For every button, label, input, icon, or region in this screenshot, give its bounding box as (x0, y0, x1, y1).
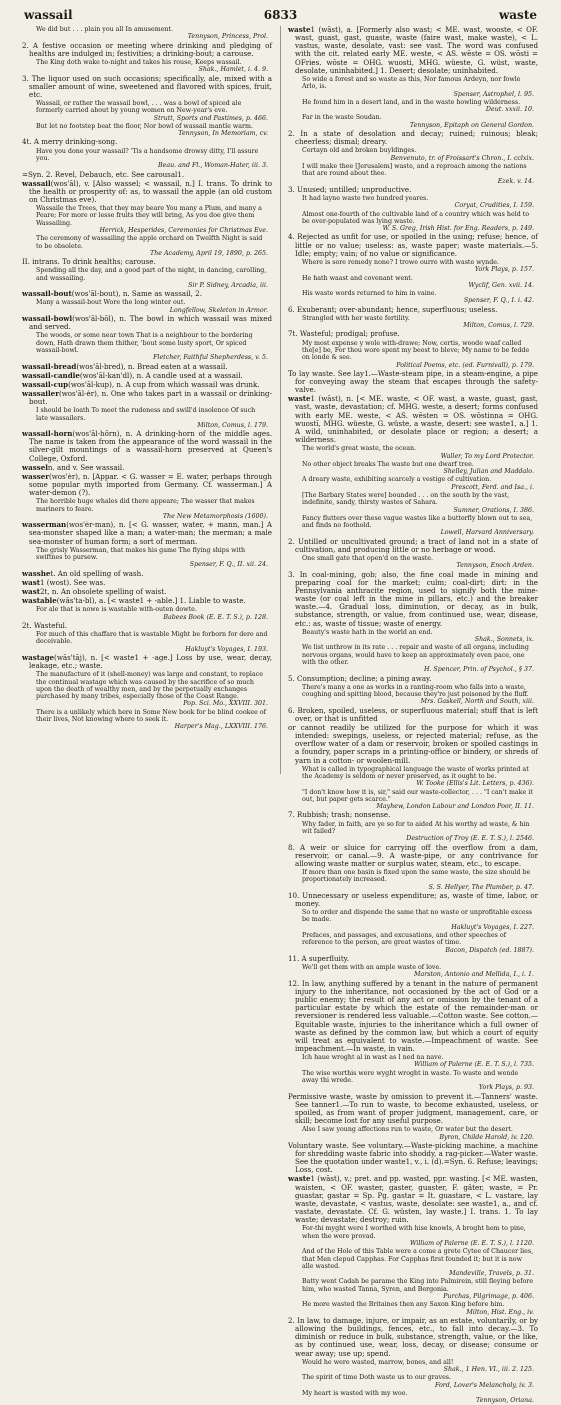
citation-quote (288, 1359, 538, 1374)
quote-text: Wassail, or rather the wassail bowl, . . . was a bowl of spiced ale formerly carried about by young women on New-year's eve. (36, 99, 242, 115)
dictionary-entry (22, 75, 272, 99)
quote-text: There's many a one as works in a ranting-room who falls into a waste, coughing and spitting blood, because they're just poisoned by the fluff. (302, 683, 529, 698)
quote-text: And of the Hole of this Table were a come a grete Cytee of Chaucer lies, that Men clepud Capphas. For Capphas first founded it; but it is now alle wasted. (302, 1248, 534, 1270)
quote-source: Tennyson, Oriana. (476, 1397, 534, 1405)
citation-quote (22, 631, 272, 653)
quote-text: The grisly Wasserman, that makes his game The flying ships with swiftnes to pursew. (36, 546, 246, 562)
quote-source: Herrick, Hesperides, Ceremonies for Christmas Eve. (99, 227, 268, 235)
dictionary-entry (288, 707, 538, 723)
entry-definition: 1 (wost). See was. (39, 577, 106, 587)
entry-headword: waste (288, 1174, 311, 1184)
entry-definition: (wās'ta-bl), a. [< waste1 + -able.] 1. Liable to waste. (56, 596, 246, 606)
citation-quote (288, 1278, 538, 1300)
quote-source: William of Palerne (E. E. T. S.), l. 735. (413, 1061, 534, 1069)
quote-source: Hakluyt's Voyages, I. 227. (451, 923, 534, 931)
quote-source: Harper's Mag., LXXVIII. 176. (174, 723, 268, 731)
quote-source: Purchas, Pilgrimage, p. 406. (443, 1293, 534, 1301)
quote-text: "I don't know how it is, sir," said our waste-collector, . . . "I can't make it out, but paper gets scarce." (302, 788, 533, 803)
citation-quote (288, 445, 538, 460)
quote-source: S. S. Hellyer, The Plumber, p. 47. (428, 883, 534, 891)
entry-definition: 2. In law, to damage, injure, or impair, as an estate, voluntarily, or by allowing the buildings, fences, etc., to fall into decay.—3. To diminish or reduce in bulk, substance, strength, value, or the like, as by continued use, wear, loss, decay, or disease; consume or wear away; use up; spend. (288, 1315, 538, 1358)
quote-source: Bacon, Dispatch (ed. 1887). (445, 946, 534, 954)
quote-source: Spenser, F. Q., I. i. 42. (463, 297, 534, 305)
quote-source: Coryat, Crudities, I. 159. (454, 202, 534, 210)
citation-quote (288, 211, 538, 233)
entry-headword: wassail-bout (22, 289, 72, 299)
entry-headword: wassail-horn (22, 429, 73, 439)
quote-source: Beau. and Fl., Woman-Hater, iii. 3. (157, 162, 268, 170)
quote-text: Far in the waste Soudan. (302, 114, 382, 122)
quote-text: Beauty's waste hath in the world an end. (302, 628, 433, 636)
dictionary-entry (288, 724, 538, 765)
quote-text: [The Barbary States were] bounded . . . on the south by the vast, indefinite, sandy, thirsty wastes of Sahara. (302, 491, 510, 507)
dictionary-entry (22, 42, 272, 58)
dictionary-entry (22, 654, 272, 670)
quote-source: Byron, Childe Harold, iv. 120. (439, 1133, 534, 1141)
citation-quote (288, 492, 538, 514)
citation-quote (22, 547, 272, 569)
entry-headword: wasser (22, 471, 49, 481)
quote-text: Strangled with her waste fertility. (302, 314, 410, 322)
quote-source: H. Spencer, Prin. of Psychol., § 37. (423, 666, 534, 674)
citation-quote (288, 163, 538, 185)
quote-source: Shak., Hamlet, i. 4. 9. (198, 66, 268, 74)
dictionary-entry (288, 844, 538, 868)
quote-text: What is called in typographical language the waste of works printed at the Academy is seldom or never preserved, as it ought to be. (302, 765, 529, 780)
quote-source: Strutt, Sports and Pastimes, p. 466. (153, 114, 268, 122)
entry-definition: 3. The liquor used on such occasions; specifically, ale, mixed with a smaller amount of wine, sweetened and flavored with spices, fruit, etc. (22, 73, 272, 99)
dictionary-entry (288, 186, 538, 194)
dictionary-entry (22, 464, 272, 472)
entry-headword: waste (288, 394, 311, 404)
quote-text: Would he were wasted, marrow, bones, and all! (302, 1358, 454, 1366)
quote-text: He more wasted the Britaines then any Saxon King before him. (302, 1301, 505, 1309)
entry-definition: 2t, n. An obsolete spelling of waist. (39, 586, 167, 596)
dictionary-entry (22, 290, 272, 298)
dictionary-entry (22, 372, 272, 380)
entry-headword: wassel (22, 462, 48, 472)
quote-text: Fancy flutters over these vague wastes like a butterfly blown out to sea, and finds no foothold. (302, 514, 533, 530)
quote-text: I should be loath To meet the rudeness and swill'd insolence Of such late wassailers. (36, 407, 256, 422)
dictionary-entry (288, 370, 538, 394)
quote-source: Shak., 1 Hen. VI., iii. 2. 125. (443, 1366, 534, 1374)
quote-text: His waste words returned to him in vaine. (302, 290, 437, 298)
entry-definition: 6. Broken, spoiled, useless, or superfluous material; stuff that is left over, or that is unfitted (288, 705, 538, 723)
quote-text: Prefaces, and passages, and excusations, and other speeches of reference to the person, are great wastes of time. (302, 932, 507, 947)
dictionary-entry (22, 180, 272, 204)
citation-quote (288, 789, 538, 811)
dictionary-entry (288, 395, 538, 444)
quote-text: He found him in a desert land, and in the waste howling wilderness. (302, 98, 521, 106)
dictionary-entry (22, 622, 272, 630)
citation-quote (288, 340, 538, 369)
entry-definition: (wos'āl-kup), n. A cup from which wassail was drunk. (68, 379, 260, 389)
quote-text: Ich haue wroght al in wast as I ned na nave. (302, 1054, 444, 1062)
dictionary-entry (288, 811, 538, 819)
quote-source: Spenser, Astrophel, l. 95. (453, 90, 534, 98)
entry-definition: 3. Unused; untilled; unproductive. (288, 184, 412, 194)
quote-source: Shelley, Julian and Maddalo. (443, 468, 534, 476)
quote-source: Babees Book (E. E. T. S.), p. 128. (163, 613, 268, 621)
citation-quote (288, 515, 538, 537)
guide-word-right: waste (498, 8, 537, 22)
citation-quote (288, 1070, 538, 1092)
dictionary-entry (288, 955, 538, 963)
entry-definition: (wos'āl-ėr), n. One who takes part in a wassail or drinking-bout. (29, 388, 272, 407)
quote-text: The wise worthis were wyght wroght in waste. To waste and wende away thi wrede. (302, 1069, 519, 1085)
citation-quote (288, 461, 538, 476)
citation-quote (22, 709, 272, 731)
dictionary-entry (22, 258, 272, 266)
citation-quote (22, 606, 272, 621)
quote-text: But let no footstep beat the floor, Nor bowl of wassail mantle warm. (36, 122, 253, 130)
entry-headword: wassail (22, 178, 51, 188)
quote-text: Have you done your wassail? 'Tis a handsome drowsy ditty, I'll assure you. (36, 147, 259, 162)
quote-text: There is a unlikely which here in Some New book for be blind cookee of their lives, Not knowing where to seek it. (36, 708, 267, 724)
quote-text: My most expense y wole with-drawe; Now, certis, woode waaf called the[e] be, For thou wore spent my beest to bleve; My name to be fedde on londe & see. (302, 339, 530, 362)
quote-text: Why fader, in faith, are ye so for to aided At his worthy ad waste, & hin wit failed? (302, 820, 530, 835)
quote-source: Shak., Sonnets, ix. (474, 636, 534, 644)
citation-quote (288, 147, 538, 162)
entry-definition: =Syn. 2. Revel, Debauch, etc. See carousal1. (22, 169, 185, 179)
quote-source: Sumner, Orations, I. 386. (453, 506, 534, 514)
quote-text: The King doth wake to-night and takes his rouse, Keeps wassail. (36, 58, 242, 66)
entry-definition: Voluntary waste. See voluntary.—Waste-picking machine, a machine for shredding waste fabric into shoddy, a rag-picker.—Water waste. See the quotation under waste1, v., i. (d).=Syn. 6. Refuse; leavings; Loss, cost. (288, 1140, 538, 1175)
quote-source: Pop. Sci. Mo., XXVIII. 301. (183, 700, 268, 708)
citation-quote (288, 76, 538, 98)
quote-text: If more than one basin is fixed upon the same waste, the size should be proportionately increased. (302, 868, 531, 884)
quote-source: W. Tooke (Ellis's Lit. Letters, p. 436). (416, 780, 534, 788)
entry-definition: 12. In law, anything suffered by a tenant in the nature of permanent injury to the inheritance, not occasioned by the act of God or a public enemy; the result of any act or omission by the tenant of a particular estate by which the estate of the remainder-man or reversioner is rendered less valuable.—Cotton waste. See cotton.—Equitable waste, injuries to the inheritance which a full owner of waste as defined by the common law, but which a court of equity will treat as equivalent to waste.—Impeachment of waste. See impeachment.—In waste, in vain. (288, 978, 538, 1053)
entry-definition: (wos'āl-kan'dl), n. A candle used at a wassail. (79, 370, 243, 380)
right-column (288, 25, 538, 1405)
entry-definition: II. intrans. To drink healths; carouse. (22, 257, 156, 267)
quote-source: Hakluyt's Voyages, I. 193. (185, 645, 268, 653)
quote-source: Mrs. Gaskell, North and South, xiii. (420, 698, 534, 706)
entry-headword: wastable (22, 596, 57, 606)
entry-headword: wast (22, 577, 40, 587)
entry-definition: 11. A superfluity. (288, 953, 349, 963)
citation-quote (22, 26, 272, 41)
quote-source: Wyclif, Gen. xvii. 14. (468, 281, 534, 289)
quote-source: The Academy, April 19, 1890, p. 265. (150, 249, 268, 257)
quote-text: We list unthrow in its rate . . . repair and waste of all organs, including nervous organs, would have to keep an approximately even pace, one with the other. (302, 644, 529, 666)
quote-source: Benvenuto, tr. of Froissart's Chron., I. cclxix. (390, 154, 534, 162)
quote-text: For ale that is nowe is wastable with-outen dowte. (36, 606, 197, 614)
quote-text: A dreary waste, exhibiting scarcely a vestige of cultivation. (302, 476, 492, 484)
entry-definition: (wos'āl), v. [Also wassel; < wassail, n.] I. trans. To drink to the health or prosperity of: as, to wassail the apple (an old custom on Christmas eve). (29, 178, 272, 204)
quote-text: Certayn old and broken buyldinges. (302, 147, 417, 155)
citation-quote (288, 290, 538, 305)
quote-text: For-thi myght were I worthed with hise knowls, A broght hem to pine, when the were provad. (302, 1225, 526, 1240)
entry-definition: 2. Untilled or uncultivated ground; a tract of land not in a state of cultivation, and producing little or no herbage or wood. (288, 536, 538, 554)
citation-quote (22, 671, 272, 707)
entry-headword: wast (22, 586, 40, 596)
entry-headword: waste (288, 25, 311, 34)
entry-headword: wasserman (22, 520, 67, 530)
citation-quote (22, 498, 272, 520)
citation-quote (288, 476, 538, 491)
citation-quote (22, 59, 272, 74)
quote-source: Spenser, F. Q., II. xii. 24. (189, 561, 268, 569)
citation-quote (288, 99, 538, 114)
running-head (24, 8, 537, 24)
entry-definition: 7t. Wasteful; prodigal; profuse. (288, 329, 400, 339)
citation-quote (22, 407, 272, 429)
quote-source: Tennyson, Enoch Arden. (456, 562, 534, 570)
citation-quote (22, 123, 272, 138)
dictionary-entry (288, 1142, 538, 1175)
citation-quote (288, 1126, 538, 1141)
quote-text: The ceremony of wassailing the apple orchard on Twelfth Night is said to be obsolete. (36, 235, 263, 250)
dictionary-entry (288, 233, 538, 257)
quote-text: Where is sore remedy none? I trowe ourre with waste wynde. (302, 258, 499, 266)
entry-definition: 1 (wāst), n. [< ME. waste, < OF. wast, a waste, guast, gast, vast, waste, devastation; cf. MHG. weste, a desert; forms confused with early ME. weste, < AS. wēsten = OS. wōstinna = OHG. wuostī, MHG. wüeste, G. wüste, a waste, desert: see waste1, a.] 1. A wild, uninhabited, or desolate place or region; a desert; a wilderness. (295, 394, 538, 445)
entry-definition: 10. Unnecessary or useless expenditure; as, waste of time, labor, or money. (288, 890, 538, 909)
quote-text: Also I saw young affections run to waste, Or water but the desert. (302, 1126, 513, 1134)
entry-definition: 5. Consumption; decline; a pining away. (288, 673, 432, 683)
quote-text: We did but . . . plain you all In amusement. (36, 26, 174, 33)
dictionary-entry (288, 1175, 538, 1224)
entry-definition: (wos'āl-bōl), n. The bowl in which wassail was mixed and served. (29, 314, 272, 332)
quote-source: Marston, Antonio and Mellida, I., i. 1. (414, 971, 534, 979)
citation-quote (22, 205, 272, 234)
quote-source: York Plays, p. 157. (474, 266, 534, 274)
quote-source: Political Poems, etc. (ed. Furnivall), p. 179. (396, 361, 534, 369)
left-column (22, 26, 272, 778)
quote-source: Milton, Comus, l. 179. (197, 421, 268, 429)
quote-source: Sir P. Sidney, Arcadia, iii. (188, 281, 268, 289)
citation-quote (288, 315, 538, 330)
quote-text: Almost one-fourth of the cultivable land of a country which was held to be over-populated was lying waste. (302, 210, 530, 225)
quote-text: Batty went Cadah be parame the King into Palmirein, still fleying before him, who wasted Tanna, Syren, and Bergonia. (302, 1278, 534, 1293)
dictionary-entry (22, 473, 272, 497)
dictionary-entry (22, 315, 272, 331)
entry-headword: wassail-cup (22, 379, 69, 389)
quote-source: Mayhew, London Labour and London Poor, II. 11. (376, 803, 534, 811)
citation-quote (288, 259, 538, 274)
entry-headword: wassail-candle (22, 370, 80, 380)
citation-quote (288, 114, 538, 129)
quote-source: Destruction of Troy (E. E. T. S.), l. 2546. (406, 835, 534, 843)
entry-definition: 2. In a state of desolation and decay; ruined; ruinous; bleak; cheerless; dismal; dreary. (288, 129, 538, 147)
dictionary-entry (288, 1093, 538, 1126)
entry-definition: Permissive waste, waste by omission to prevent it.—Tanners' waste. See tanner1.—To run to waste, to become exhausted, useless, or spoiled, as from want of proper judgment, management, care, or skill; become lost for any useful purpose. (288, 1091, 538, 1126)
quote-text: I will make thee [Jerusalem] waste, and a reproach among the nations that are round about thee. (302, 162, 527, 178)
entry-definition: or cannot readily be utilized for the purpose for which it was intended: swepings, useless, or rejected material; refuse, as the overflow water of a dam or reservoir, broken or spoiled castings in a foundry, paper scraps in a printing-office or bindery, or shreds of yarn in a cotton- or woolen-mill. (288, 722, 538, 765)
citation-quote (288, 821, 538, 843)
citation-quote (288, 195, 538, 210)
quote-text: Wassaile the Trees, that they may beare You many a Plum, and many a Peare; For more or lesse fruits they will bring, As you doe give them Wassailing. (36, 205, 262, 227)
entry-definition: 1 (wāst), a. [Formerly also wast; < ME. wast, wooste, < OF. wast, guast, gast, guaste, waste (faire wast, make waste), < L. vastus, waste, desolate, vast: see vast. The word was confused with the cit. related early ME. weste, < AS. wēste = OS. wōsti = OFries. wōste = OHG. wuosti, MHG. wüeste, G. wüst, waste, desolate, uninhabited.] 1. Desert; desolate; uninhabited. (295, 25, 538, 75)
dictionary-entry (288, 892, 538, 908)
quote-source: Waller, To my Lord Protector. (440, 452, 534, 460)
quote-text: The woods, or some near town That is a neighbour to the bordering down, Hath drawn them thither, 'bout some lusty sport, Or spiced wassail-bowl. (36, 332, 253, 354)
citation-quote (22, 100, 272, 122)
citation-quote (288, 932, 538, 954)
quote-text: Spending all the day, and a good part of the night, in dancing, carolling, and wassailing. (36, 267, 267, 282)
citation-quote (288, 1390, 538, 1405)
quote-source: Longfellow, Skeleton in Armor. (169, 306, 268, 314)
quote-source: Milton, Hist. Eng., iv. (466, 1308, 534, 1316)
quote-source: Tennyson, Epitaph on General Gordon. (409, 121, 534, 129)
quote-text: Many a wassail-bout Wore the long winter out. (36, 299, 186, 307)
quote-source: Lowell, Harvard Anniversary. (440, 529, 534, 537)
citation-quote (288, 555, 538, 570)
quote-text: For much of this chaffare that is wastable Might be forborn for dere and deceivable. (36, 631, 268, 646)
dictionary-entry (22, 588, 272, 596)
entry-definition: 2t. Wasteful. (22, 620, 68, 630)
quote-text: It had layne waste two hundred yeares. (302, 194, 429, 202)
quote-text: The world's great waste, the ocean. (302, 445, 417, 453)
citation-quote (288, 275, 538, 290)
citation-quote (22, 299, 272, 314)
quote-source: Fletcher, Faithful Shepherdess, v. 5. (153, 354, 268, 362)
citation-quote (22, 148, 272, 170)
quote-text: No other object breaks The waste but one dwarf tree. (302, 460, 474, 468)
entry-definition: 1 (wāst), v.; pret. and pp. wasted, ppr. wasting. [< ME. wasten, waisten, < OF. waster, gaster, guaster, F. gâter, waste, = Pr. guastar, gastar = Sp. Pg. gastar = It. guastare, < L. vastare, lay waste, devastate, < vastus, waste, desolate: see waste1, a., and cf. vastate, devastate. Cf. G. wüsten, lay waste.] I. trans. 1. To lay waste; devastate; destroy; ruin. (295, 1174, 538, 1225)
quote-text: The horrible huge whales did there appeare; The wasser that makes mariners to feare. (36, 498, 255, 513)
entry-definition: (wos'āl-hôrn), n. A drinking-horn of the middle ages. The name is taken from the appearance of the word wassail in the silver-gilt mountings of a wassail-horn preserved at Queen's College, Oxford. (29, 429, 272, 463)
citation-quote (288, 1374, 538, 1389)
quote-source: Mandeville, Travels, p. 31. (449, 1270, 534, 1278)
quote-source: The New Metamorphosis (1600). (162, 513, 268, 521)
quote-source: Prescott, Ferd. and Isa., i. (451, 483, 534, 491)
dictionary-entry (22, 171, 272, 179)
quote-source: Ford, Lover's Melancholy, iv. 3. (434, 1381, 534, 1389)
citation-quote (288, 684, 538, 706)
citation-quote (288, 644, 538, 673)
citation-quote (288, 909, 538, 931)
dictionary-entry (22, 138, 272, 146)
quote-text: We'll get them with an ample waste of love. (302, 964, 442, 972)
entry-definition: 4. Rejected as unfit for use, or spoiled in the using; refuse; hence, of little or no value; useless: as, waste paper; waste materials.—5. Idle; empty; vain; of no value or significance. (288, 232, 538, 258)
dictionary-entry (288, 26, 538, 75)
citation-quote (22, 332, 272, 361)
quote-text: The spirit of time Doth waste us to our graves. (302, 1374, 452, 1382)
page-number: 6833 (263, 8, 298, 22)
entry-definition: To lay waste. See lay1.—Waste-steam pipe, in a steam-engine, a pipe for conveying away the steam that escapes through the safety-valve. (288, 368, 538, 395)
entry-definition: 8. A weir or sluice for carrying off the overflow from a dam, reservoir, or canal.—9. A waste-pipe, or any contrivance for allowing waste matter or surplus water, steam, etc., to escape. (288, 842, 538, 868)
citation-quote (22, 267, 272, 289)
entry-definition: (wos'ėr), n. [Appar. < G. wasser = E. water, perhaps through some popular myth imported from Germany. Cf. wasserman.] A water-demon (?). (29, 471, 272, 498)
entry-headword: wassailer (22, 388, 59, 398)
quote-source: Milton, Comus, l. 729. (463, 322, 534, 330)
entry-definition: (wos'āl-bred), n. Bread eaten at a wassail. (76, 361, 228, 371)
column-divider (280, 26, 281, 774)
quote-text: My heart is wasted with my woe. (302, 1389, 408, 1397)
quote-text: So wide a forest and so waste as this, Nor famous Ardeyn, nor fowle Arlo, is. (302, 75, 521, 91)
citation-quote (22, 235, 272, 257)
quote-source: Tennyson, In Memoriam, cv. (178, 130, 268, 138)
entry-definition: t. An old spelling of wash. (50, 568, 144, 578)
quote-source: Tennyson, Princess, Prol. (187, 33, 268, 41)
dictionary-entry (22, 363, 272, 371)
quote-text: So to order and dispende the same that no waste or unprofitable excess be made. (302, 909, 533, 924)
citation-quote (288, 1301, 538, 1316)
dictionary-entry (288, 980, 538, 1053)
entry-headword: wassail-bowl (22, 314, 73, 323)
entry-headword: wasshe (22, 568, 51, 578)
quote-text: The manufacture of it (shell-money) was large and constant, to replace the continual wastage which was caused by the sacrifice of so much upon the death of wealthy men, and by the perpetually exchanges purchased by many tribes, especially those of the Coast Range. (36, 671, 263, 701)
entry-definition: 2. A festive occasion or meeting where drinking and pledging of healths are indulged in; festivities; a drinking-bout; a carouse. (22, 40, 272, 58)
dictionary-entry (22, 390, 272, 406)
guide-word-left: wassail (24, 8, 73, 22)
entry-definition: (wos'āl-bout), n. Same as wassail, 2. (71, 289, 202, 299)
citation-quote (288, 869, 538, 891)
entry-definition: 4t. A merry drinking-song. (22, 137, 118, 147)
dictionary-entry (22, 430, 272, 463)
quote-source: York Plays, p. 93. (478, 1084, 534, 1092)
citation-quote (288, 1225, 538, 1247)
entry-headword: wassail-bread (22, 361, 77, 371)
citation-quote (288, 964, 538, 979)
dictionary-entry (288, 571, 538, 628)
dictionary-entry (288, 1317, 538, 1358)
entry-definition: 6. Exuberant; over-abundant; hence, superfluous; useless. (288, 304, 498, 314)
entry-definition: (wās'tāj), n. [< waste1 + -age.] Loss by use, wear, decay, leakage, etc.; waste. (29, 652, 272, 671)
dictionary-entry (22, 381, 272, 389)
quote-text: He hath waast and covenant went. (302, 274, 413, 282)
quote-source: William of Palerne (E. E. T. S.), l. 1120. (409, 1239, 534, 1247)
entry-definition: n. and v. See wassail. (47, 462, 125, 472)
quote-source: W. S. Greg, Irish Hist. for Eng. Readers, p. 149. (382, 225, 534, 233)
citation-quote (288, 629, 538, 644)
dictionary-entry (22, 597, 272, 605)
dictionary-entry (288, 675, 538, 683)
citation-quote (288, 1248, 538, 1277)
dictionary-entry (22, 579, 272, 587)
dictionary-entry (22, 521, 272, 545)
dictionary-entry (288, 306, 538, 314)
citation-quote (288, 1054, 538, 1069)
quote-source: Ezek. v. 14. (497, 177, 534, 185)
entry-definition: (wos'ėr-man), n. [< G. wasser, water, + mann, man.] A sea-monster shaped like a man; a water-man; the merman; a male sea-monster of human form; a sort of merman. (29, 520, 272, 546)
quote-text: One small gate that open'd on the waste. (302, 555, 434, 563)
dictionary-entry (288, 538, 538, 554)
quote-source: Deut. xxxii. 10. (485, 106, 534, 114)
dictionary-entry (288, 330, 538, 338)
citation-quote (288, 766, 538, 788)
dictionary-entry (288, 130, 538, 146)
entry-definition: 7. Rubbish; trash; nonsense. (288, 810, 391, 820)
entry-definition: 3. In coal-mining, gob; also, the fine coal made in mining and preparing coal for the market; culm; coal-dirt; dirt: in the Pennsylvania anthracite region, used to signify both the mine-waste (or coal left in the mine in pillars, etc.) and the breaker waste.—4. Gradual loss, diminution, or decay, as in bulk, substance, strength, or value, from continued use, wear, disease, etc.: as, waste of tissue; waste of energy. (288, 569, 538, 628)
entry-headword: wastage (22, 652, 55, 662)
dictionary-entry (22, 570, 272, 578)
